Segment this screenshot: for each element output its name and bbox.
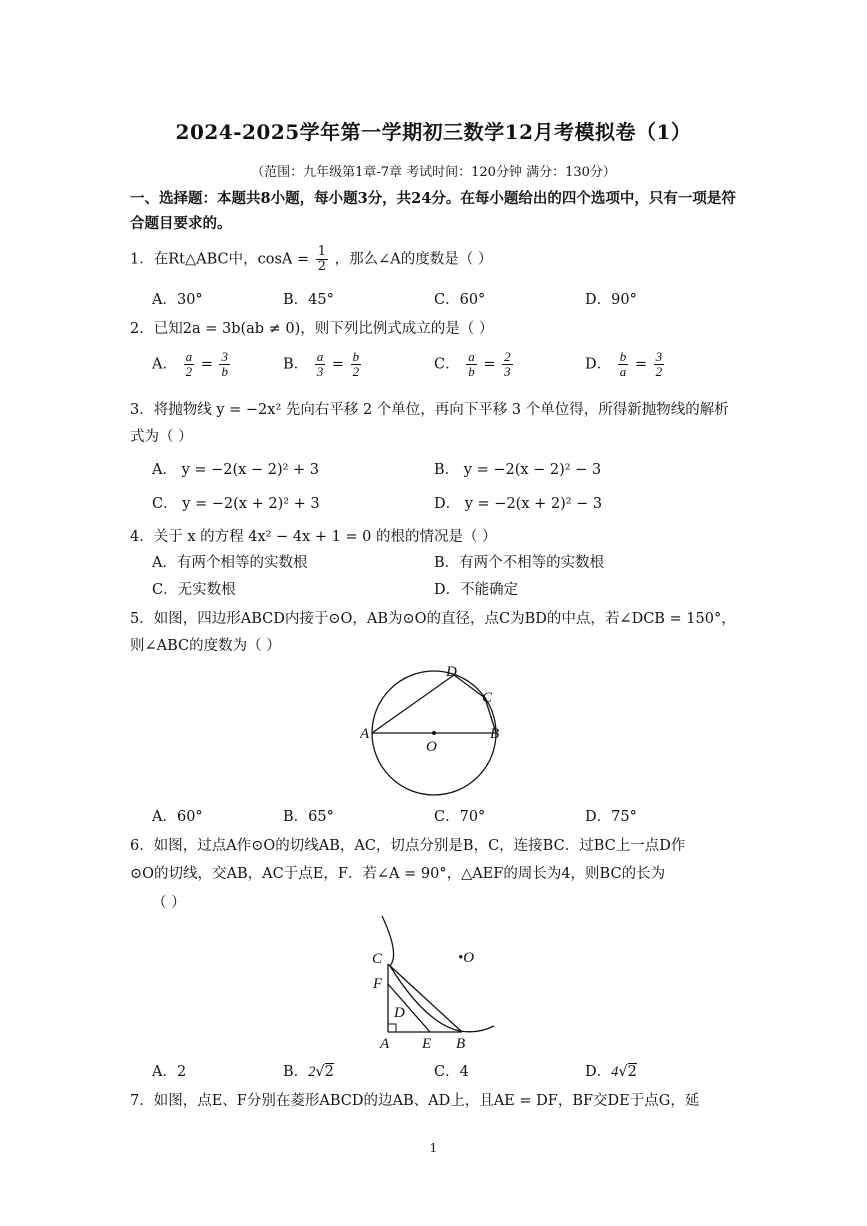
figure-tangent-lines [366, 914, 500, 1052]
question-7-line-1: 7．如图，点E、F分别在菱形ABCD的边AB、AD上，且AE = DF，BF交DE于点G，延 [130, 1093, 700, 1109]
q5-option-c: C．70° [434, 809, 486, 825]
label-c: C [482, 690, 493, 706]
sqrt-sign: √ [315, 1064, 325, 1080]
label-f: F [373, 976, 383, 992]
question-5-line-2: 则∠ABC的度数为（ ） [130, 638, 281, 654]
q2-option-d: D． $\frac{b}{a}$ = $\frac{3}{2}$ [585, 349, 663, 379]
q2-option-c: C． $\frac{a}{b}$ = $\frac{2}{3}$ [434, 349, 511, 379]
q2-option-a: A． $\frac{a}{2}$ = $\frac{3}{b}$ [152, 349, 228, 379]
q1-option-a: A．30° [152, 292, 203, 308]
question-4: 4．关于 x 的方程 4x² − 4x + 1 = 0 的根的情况是（ ） [130, 529, 497, 545]
q5-option-d: D．75° [585, 809, 637, 825]
sqrt-sign: √ [618, 1064, 628, 1080]
q1-option-b: B．45° [283, 292, 334, 308]
q1-option-d: D．90° [585, 292, 637, 308]
question-5-line-1: 5．如图，四边形ABCD内接于⊙O，AB为⊙O的直径，点C为BD的中点，若∠DCB = 150°， [130, 611, 736, 627]
q6-option-a: A．2 [152, 1064, 187, 1080]
label-b: B [456, 1036, 466, 1052]
chord-bc [388, 964, 462, 1032]
q6-option-b: B．2√2 [283, 1064, 334, 1080]
question-2: 2．已知2a = 3b(ab ≠ 0)，则下列比例式成立的是（ ） [130, 321, 494, 337]
section-heading: 一、选择题：本题共8小题，每小题3分，共24分。在每小题给出的四个选项中，只有一项是符合题目要求的。 [130, 190, 736, 232]
quadrilateral-abcd [372, 675, 496, 733]
center-point [432, 731, 436, 735]
label-a: A [360, 726, 370, 742]
fraction: $\frac{1}{2}$ [317, 244, 327, 274]
exam-scope: （范围：九年级第1章-7章 考试时间：120分钟 满分：130分） [251, 165, 616, 180]
q4-option-d: D．不能确定 [434, 582, 519, 598]
q6-option-d: D．4√2 [585, 1064, 637, 1080]
q3-option-b: B． y = −2(x − 2)² − 3 [434, 462, 602, 478]
label-o: O [426, 739, 437, 755]
question-6-line-1: 6．如图，过点A作⊙O的切线AB，AC，切点分别是B，C，连接BC．过BC上一点D作 [130, 838, 686, 854]
label-d: D [446, 664, 457, 680]
q5-option-a: A．60° [152, 809, 203, 825]
q3-option-a: A． y = −2(x − 2)² + 3 [152, 462, 320, 478]
q6-option-c: C．4 [434, 1064, 469, 1080]
right-angle-mark [388, 1024, 396, 1032]
page-title: 2024-2025学年第一学期初三数学12月考模拟卷（1） [175, 120, 692, 144]
figure-circle-quadrilateral [360, 656, 510, 796]
label-a: A [380, 1036, 390, 1052]
q1-option-c: C．60° [434, 292, 486, 308]
question-6-line-2: ⊙O的切线，交AB，AC于点E，F．若∠A = 90°，△AEF的周长为4，则BC的长为 [130, 866, 666, 882]
q3-option-d: D． y = −2(x + 2)² − 3 [434, 496, 603, 512]
question-3-line-1: 3．将抛物线 y = −2x² 先向右平移 2 个单位，再向下平移 3 个单位得，所得新抛物线的解析 [130, 402, 729, 418]
label-o: •O [458, 950, 475, 966]
question-3-line-2: 式为（ ） [130, 429, 193, 445]
q4-option-a: A．有两个相等的实数根 [152, 555, 308, 571]
label-c: C [372, 951, 383, 967]
q4-option-c: C．无实数根 [152, 582, 236, 598]
q2-option-b: B． $\frac{a}{3}$ = $\frac{b}{2}$ [283, 349, 360, 379]
question-6-line-3: （ ） [152, 895, 186, 911]
label-d: D [394, 1005, 405, 1021]
q5-option-b: B．65° [283, 809, 334, 825]
label-b: B [490, 726, 500, 742]
question-1: 1．在Rt△ABC中，cosA = $\frac{1}{2}$ ，那么∠A的度数是（ ） [130, 244, 493, 274]
label-e: E [422, 1036, 432, 1052]
q4-option-b: B．有两个不相等的实数根 [434, 555, 605, 571]
q3-option-c: C． y = −2(x + 2)² + 3 [152, 496, 320, 512]
page-number: 1 [429, 1141, 438, 1155]
